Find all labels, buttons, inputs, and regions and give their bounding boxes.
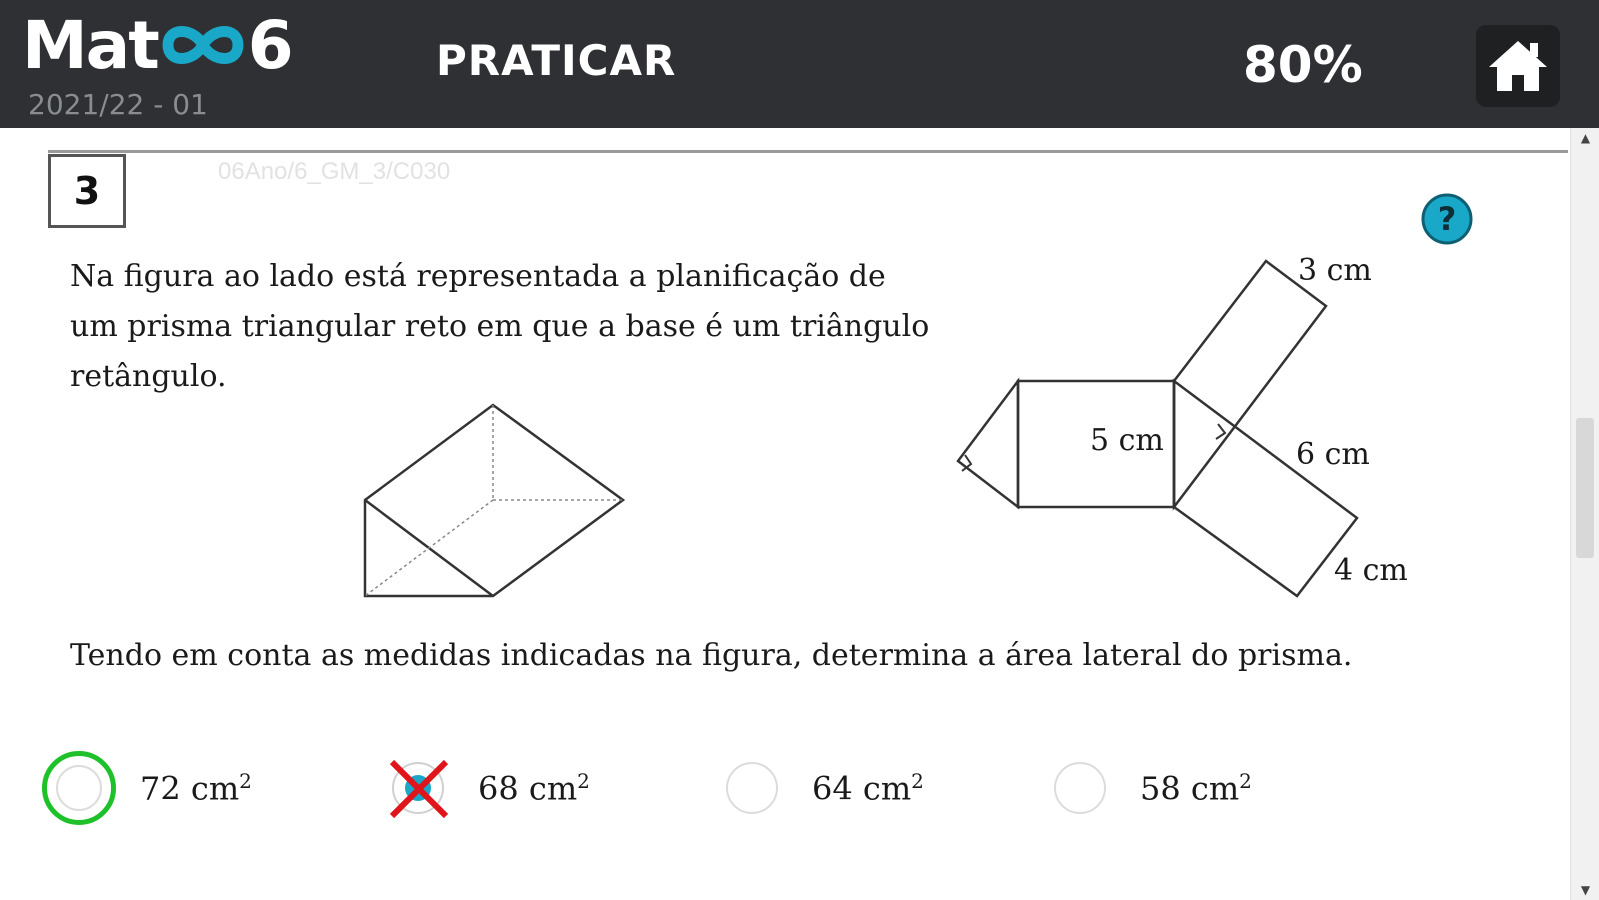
svg-text:?: ?	[1437, 200, 1457, 238]
question-area	[0, 128, 1568, 900]
logo-text-right: 6	[247, 6, 292, 84]
option-d-label: 58 $cm^2$	[1140, 768, 1252, 808]
option-a[interactable]	[42, 738, 252, 838]
score-percent: 80%	[1243, 36, 1363, 94]
radio-c[interactable]	[726, 762, 778, 814]
option-c[interactable]	[726, 738, 924, 838]
scroll-down-icon[interactable]: ▼	[1580, 883, 1591, 897]
option-b[interactable]	[392, 738, 590, 838]
radio-correct[interactable]	[42, 751, 116, 825]
question-code: 06Ano/6_GM_3/C030	[218, 158, 451, 185]
question-prompt: Tendo em conta as medidas indicadas na figura, determina a área lateral do prisma.	[70, 638, 1353, 673]
scroll-up-icon[interactable]: ▲	[1580, 131, 1591, 145]
logo-text-left: Mat	[22, 6, 158, 84]
vertical-scrollbar[interactable]	[1570, 128, 1599, 900]
option-b-label: 68 $cm^2$	[478, 768, 590, 808]
question-stem: Na figura ao lado está representada a planificação de um prisma triangular reto em que a base é um triângulo retângulo.	[70, 259, 930, 394]
option-d[interactable]	[1054, 738, 1252, 838]
radio-selected[interactable]	[392, 762, 444, 814]
option-c-label: 64 $cm^2$	[812, 768, 924, 808]
label-6cm: 6 cm	[1296, 437, 1370, 472]
home-icon	[1487, 37, 1549, 95]
label-5cm: 5 cm	[1090, 423, 1164, 458]
home-button[interactable]	[1476, 25, 1560, 107]
app-logo	[22, 6, 292, 84]
radio-d[interactable]	[1054, 762, 1106, 814]
prism-3d	[365, 405, 623, 596]
mode-title: PRATICAR	[436, 36, 677, 85]
question-number: 3	[48, 154, 126, 228]
option-a-label: 72 $cm^2$	[140, 768, 252, 808]
scroll-thumb[interactable]	[1576, 418, 1594, 558]
label-4cm: 4 cm	[1334, 553, 1408, 588]
cross-icon	[386, 756, 452, 822]
school-year: 2021/22 - 01	[28, 88, 208, 121]
label-3cm: 3 cm	[1298, 253, 1372, 288]
prism-figure	[0, 128, 1568, 628]
infinity-icon	[158, 15, 248, 75]
top-bar	[0, 0, 1599, 128]
